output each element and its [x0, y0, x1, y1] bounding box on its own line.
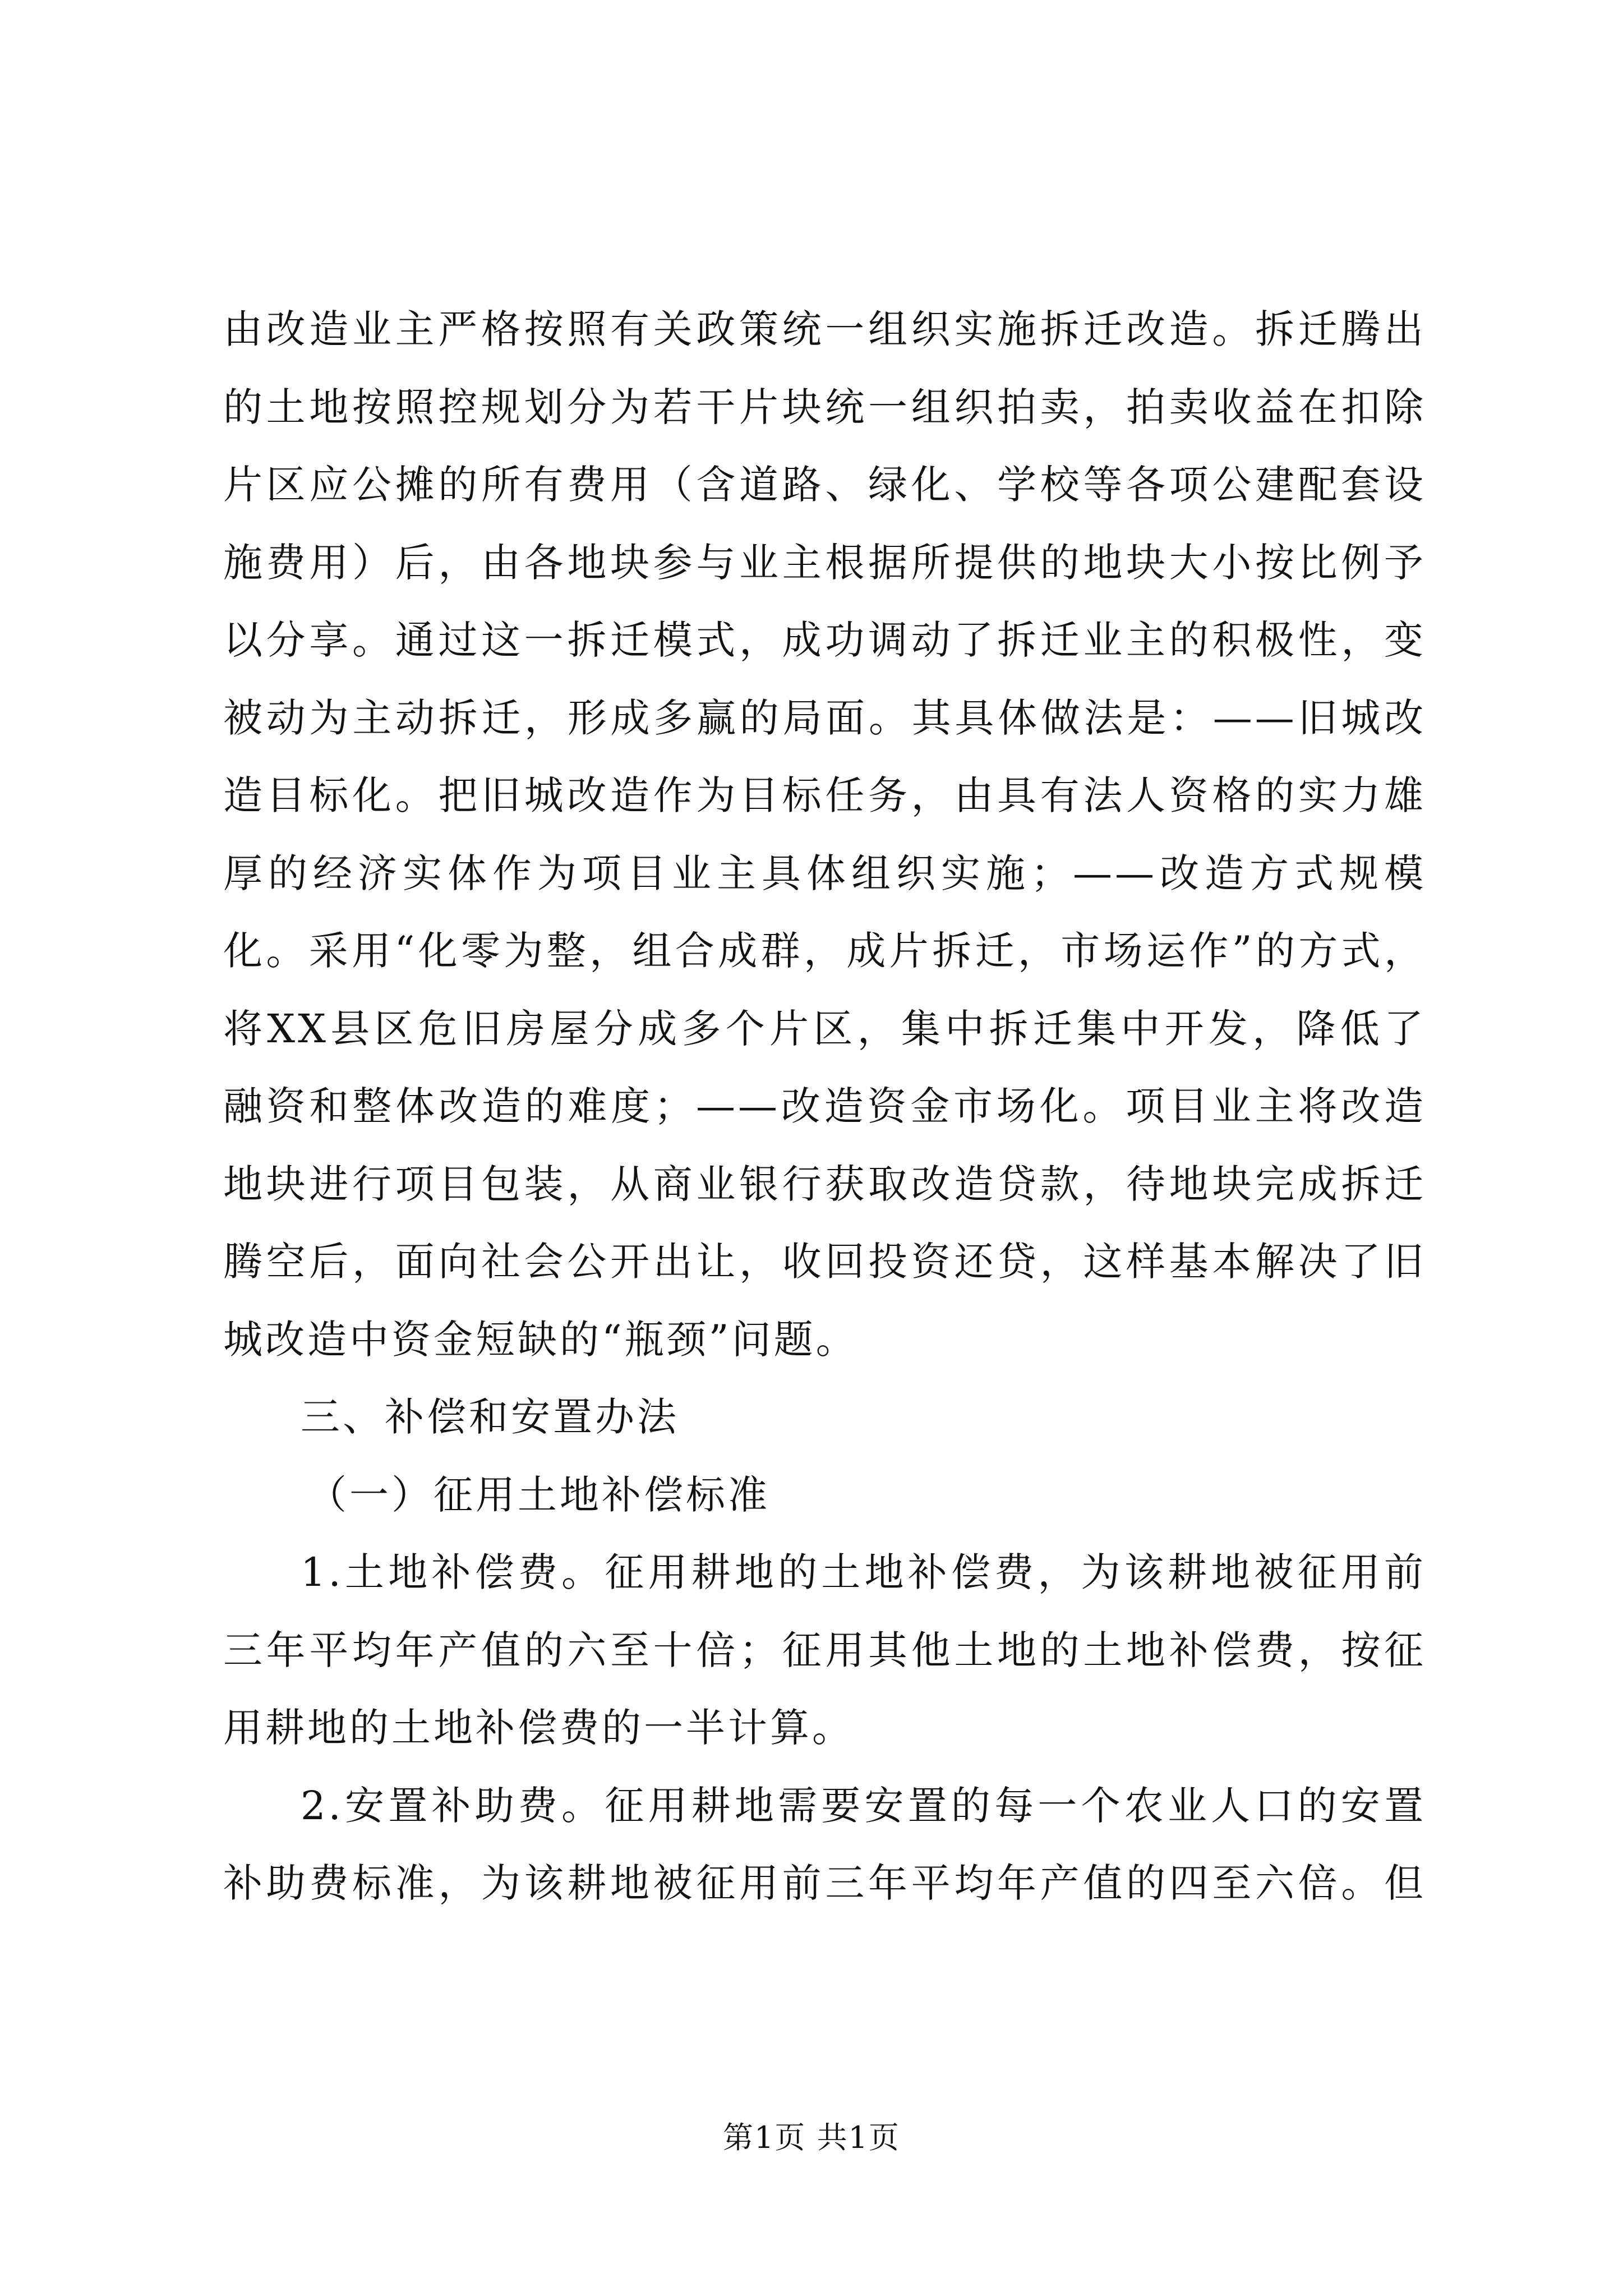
- document-body: [223, 291, 1426, 1922]
- text-line: 1.土地补偿费。征用耕地的土地补偿费，为该耕地被征用前: [301, 1549, 1426, 1595]
- subsection-heading: （一）征用土地补偿标准: [307, 1471, 770, 1518]
- text-line: 由改造业主严格按照有关政策统一组织实施拆迁改造。拆迁腾出: [223, 306, 1426, 352]
- page-footer: 第1页 共1页: [723, 2120, 900, 2155]
- text-line: 被动为主动拆迁，形成多赢的局面。其具体做法是：——旧城改: [223, 694, 1426, 741]
- text-line: 用耕地的土地补偿费的一半计算。: [223, 1705, 854, 1751]
- text-line: 将XX县区危旧房屋分成多个片区，集中拆迁集中开发，降低了: [223, 1005, 1426, 1052]
- text-line: 腾空后，面向社会公开出让，收回投资还贷，这样基本解决了旧: [223, 1239, 1426, 1285]
- text-line: 地块进行项目包装，从商业银行获取改造贷款，待地块完成拆迁: [223, 1161, 1426, 1207]
- text-line: 融资和整体改造的难度；——改造资金市场化。项目业主将改造: [223, 1083, 1426, 1129]
- text-line: 以分享。通过这一拆迁模式，成功调动了拆迁业主的积极性，变: [223, 617, 1426, 663]
- section-heading: 三、补偿和安置办法: [301, 1394, 679, 1440]
- text-line: 厚的经济实体作为项目业主具体组织实施；——改造方式规模: [223, 850, 1426, 896]
- text-line: 2.安置补助费。征用耕地需要安置的每一个农业人口的安置: [301, 1782, 1426, 1829]
- text-line: 片区应公摊的所有费用（含道路、绿化、学校等各项公建配套设: [223, 462, 1426, 508]
- text-line: 造目标化。把旧城改造作为目标任务，由具有法人资格的实力雄: [223, 772, 1426, 818]
- text-line: 三年平均年产值的六至十倍；征用其他土地的土地补偿费，按征: [223, 1627, 1426, 1673]
- text-line: 补助费标准，为该耕地被征用前三年平均年产值的四至六倍。但: [223, 1860, 1426, 1906]
- text-line: 施费用）后，由各地块参与业主根据所提供的地块大小按比例予: [223, 539, 1426, 586]
- text-line: 城改造中资金短缺的“瓶颈”问题。: [223, 1316, 858, 1363]
- text-line: 化。采用“化零为整，组合成群，成片拆迁，市场运作”的方式，: [223, 928, 1426, 974]
- text-line: 的土地按照控规划分为若干片块统一组织拍卖，拍卖收益在扣除: [223, 384, 1426, 430]
